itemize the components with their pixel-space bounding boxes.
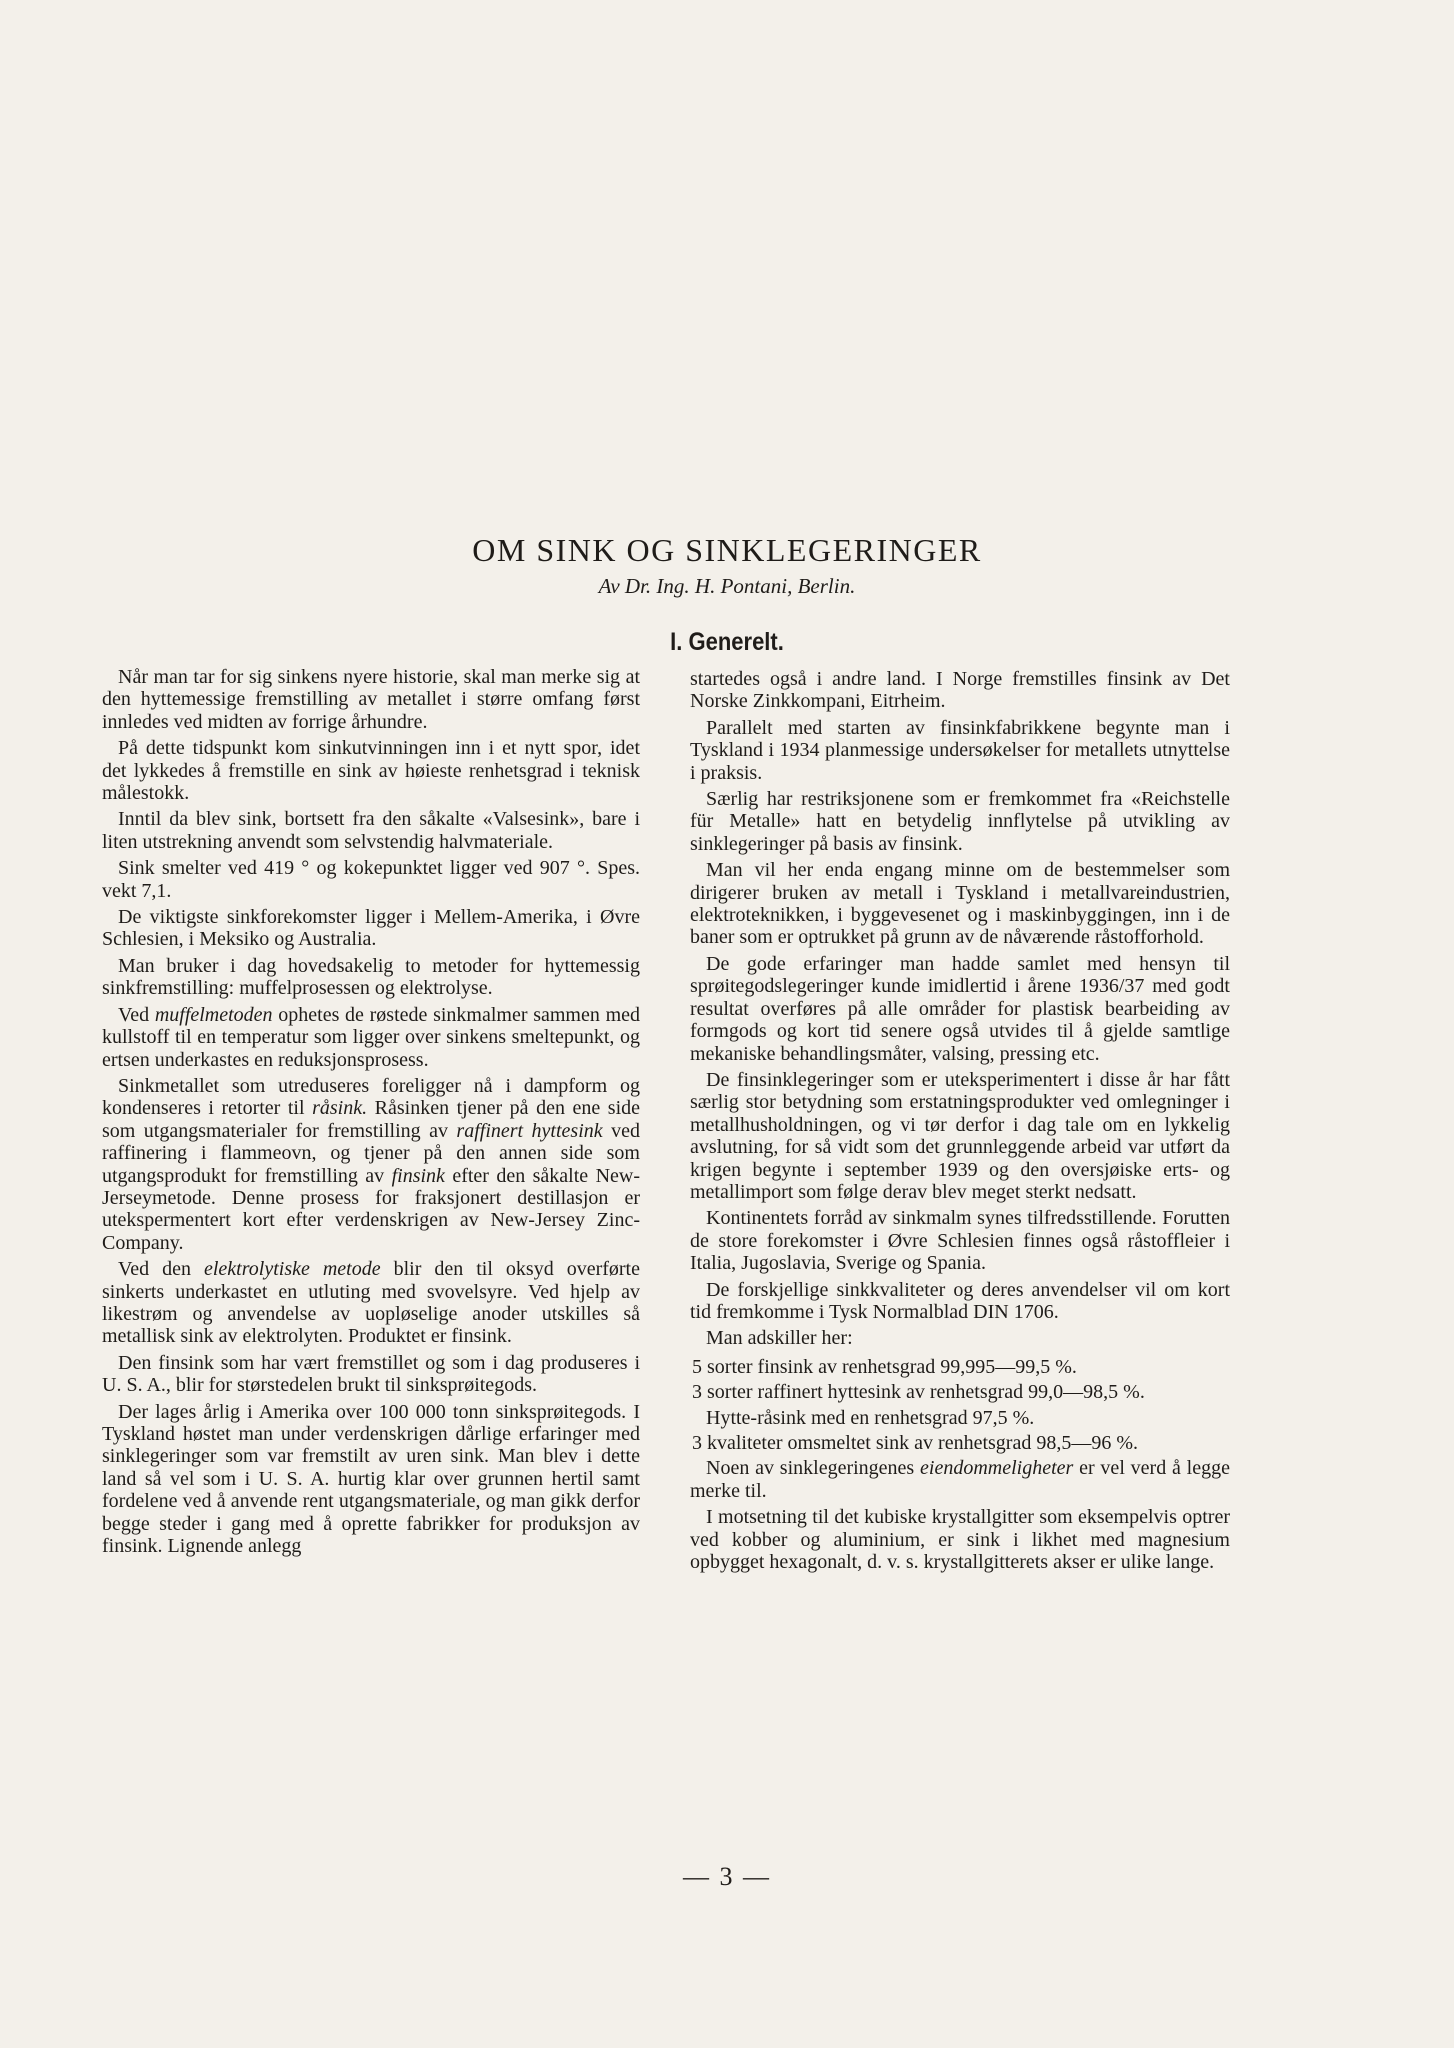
text-run: Sinkmetallet som utreduseres foreligger nå i dampform og kondenseres i retorter til bbox=[102, 1074, 640, 1120]
emphasis-term: eiendommeligheter bbox=[920, 1457, 1074, 1480]
section-heading: I. Generelt. bbox=[670, 628, 784, 656]
paragraph: De finsinklegeringer som er uteksperimentert i disse år har fått særlig stor betydning som erstatningsprodukter ved omlegninger i metallhusholdningen, og vi tør derfor i dag tale om en lykkelig avslutning, for så vidt som det grunnleggende arbeid var utført da krigen begynte i september 1939 og den oversjøiske erts- og metallimport som følge derav blev meget sterkt nedsatt. bbox=[690, 1068, 1230, 1203]
paragraph: Sink smelter ved 419 ° og kokepunktet ligger ved 907 °. Spes. vekt 7,1. bbox=[102, 857, 640, 902]
paragraph bbox=[102, 1075, 640, 1254]
paragraph: Man bruker i dag hovedsakelig to metoder for hyttemessig sinkfremstilling: muffelprosessen og elektrolyse. bbox=[102, 954, 640, 1000]
article-title: OM SINK OG SINKLEGERINGER bbox=[472, 532, 982, 568]
text-run: ved raffinering i flammeovn, og tjener på den annen side som utgangsprodukt for fremstilling av bbox=[102, 1119, 640, 1187]
right-column bbox=[690, 668, 1230, 1577]
emphasis-term: finsink bbox=[391, 1164, 445, 1187]
paragraph: Den finsink som har vært fremstillet og som i dag produseres i U. S. A., blir for størstedelen brukt til sinksprøitegods. bbox=[102, 1351, 640, 1397]
paragraph bbox=[690, 1457, 1230, 1502]
text-run: Noen av sinklegeringenes bbox=[706, 1457, 921, 1480]
paragraph bbox=[102, 1004, 640, 1071]
article-author: Av Dr. Ing. H. Pontani, Berlin. bbox=[598, 574, 856, 598]
paragraph: startedes også i andre land. I Norge fremstilles finsink av Det Norske Zinkkompani, Eitrheim. bbox=[690, 668, 1230, 713]
emphasis-term: muffelmetoden bbox=[154, 1003, 273, 1026]
emphasis-term: råsink. bbox=[312, 1097, 368, 1120]
left-column bbox=[102, 666, 640, 1561]
text-run: Råsinken tjener på den ene side som utgangsmaterialer for fremstilling av bbox=[102, 1097, 641, 1142]
paragraph: Når man tar for sig sinkens nyere historie, skal man merke sig at den hyttemessige fremstilling av metallet i større omfang først innledes ved midten av forrige århundre. bbox=[102, 666, 640, 733]
emphasis-term: raffinert hyttesink bbox=[456, 1119, 603, 1142]
paragraph: De forskjellige sinkkvaliteter og deres anvendelser vil om kort tid fremkomme i Tysk Normalblad DIN 1706. bbox=[690, 1278, 1230, 1323]
list-item: 3 sorter raffinert hyttesink av renhetsgrad 99,0—98,5 %. bbox=[692, 1381, 1145, 1404]
paragraph: Kontinentets forråd av sinkmalm synes tilfredsstillende. Forutten de store forekomster i Øvre Schlesien finnes også råstoffleier i Italia, Jugoslavia, Sverige og Spania. bbox=[690, 1207, 1230, 1275]
paragraph bbox=[102, 1258, 640, 1348]
text-run: ophetes de røstede sinkmalmer sammen med kullstoff til en temperatur som ligger over sinkens smeltepunkt, og ertsen underkastes en reduksjonsprosess. bbox=[102, 1003, 641, 1071]
paragraph: Man vil her enda engang minne om de bestemmelser som dirigerer bruken av metall i Tyskland i metallvareindustrien, elektroteknikken, i byggevesenet og i maskinbyggingen, inn i de baner som er optrukket på grunn av de nåværende råstofforhold. bbox=[690, 859, 1230, 949]
emphasis-term: elektrolytiske metode bbox=[203, 1258, 381, 1281]
paragraph: Inntil da blev sink, bortsett fra den såkalte «Valsesink», bare i liten utstrekning anvendt som selvstendig halvmateriale. bbox=[102, 808, 640, 853]
page-number: — 3 — bbox=[683, 1862, 771, 1891]
list-item: Hytte-råsink med en renhetsgrad 97,5 %. bbox=[706, 1406, 1035, 1429]
text-run: er vel verd å legge merke til. bbox=[690, 1457, 1230, 1502]
text-run: Ved bbox=[118, 1003, 155, 1026]
paragraph: Der lages årlig i Amerika over 100 000 tonn sinksprøitegods. I Tyskland høstet man under verdenskrigen dårlige erfaringer med sinklegeringer som var fremstilt av uren sink. Man blev i dette land så vel som i U. S. A. hurtig klar over grunnen hertil samt fordelene ved å anvende rent utgangsmateriale, og man gikk derfor begge steder i gang med å oprette fabrikker for produksjon av finsink. Lignende anlegg bbox=[102, 1400, 640, 1558]
paragraph: I motsetning til det kubiske krystallgitter som eksempelvis optrer ved kobber og aluminium, er sink i likhet med magnesium opbygget hexagonalt, d. v. s. krystallgitterets akser er ulike lange. bbox=[690, 1506, 1230, 1574]
paragraph: På dette tidspunkt kom sinkutvinningen inn i et nytt spor, idet det lykkedes å fremstille en sink av høieste renhetsgrad i teknisk målestokk. bbox=[102, 737, 640, 805]
paragraph: De viktigste sinkforekomster ligger i Mellem-Amerika, i Øvre Schlesien, i Meksiko og Australia. bbox=[102, 906, 640, 951]
paragraph: Man adskiller her: bbox=[706, 1327, 853, 1350]
text-run: Ved den bbox=[118, 1258, 204, 1281]
list-item: 3 kvaliteter omsmeltet sink av renhetsgrad 98,5—96 %. bbox=[692, 1432, 1139, 1454]
paragraph: Særlig har restriksjonene som er fremkommet fra «Reichstelle für Metalle» hatt en betydelig innflytelse på utvikling av sinklegeringer på basis av finsink. bbox=[690, 788, 1230, 855]
paragraph: Parallelt med starten av finsinkfabrikkene begynte man i Tyskland i 1934 planmessige undersøkelser for metallets utnyttelse i praksis. bbox=[690, 716, 1230, 784]
paragraph: De gode erfaringer man hadde samlet med hensyn til sprøitegodslegeringer kunde imidlertid i årene 1936/37 med godt resultat overføres på alle områder for plastisk bearbeiding av formgods og kort tid senere også utvides til å gjelde samtlige mekaniske behandlingsmåter, valsing, pressing etc. bbox=[690, 952, 1230, 1065]
text-run: efter den såkalte New-Jerseymetode. Denne prosess for fraksjonert destillasjon er utekspermentert kort efter verdenskrigen av New-Jersey Zinc-Company. bbox=[102, 1164, 640, 1254]
text-run: blir den til oksyd overførte sinkerts underkastet en utluting med svovelsyre. Ved hjelp av likestrøm og anvendelse av uopløselige anoder utskilles så metallisk sink av elektrolyten. Produktet er finsink. bbox=[102, 1258, 640, 1348]
list-item: 5 sorter finsink av renhetsgrad 99,995—99,5 %. bbox=[692, 1355, 1077, 1378]
